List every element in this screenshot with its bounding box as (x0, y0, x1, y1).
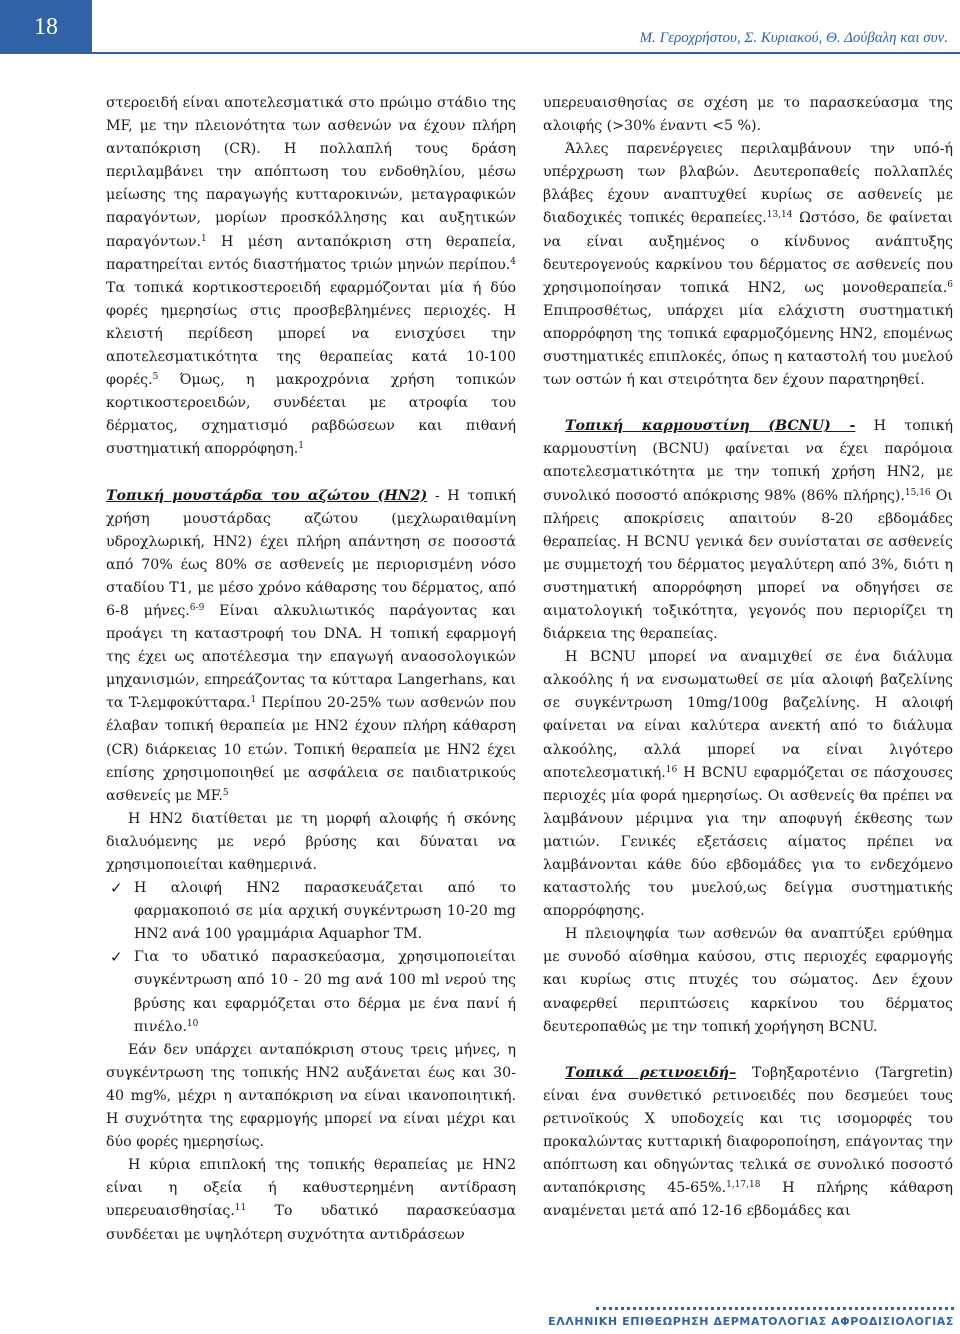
paragraph-retinoids (543, 1062, 953, 1224)
citation: 10 (186, 1018, 199, 1029)
check-icon: ✓ (110, 879, 123, 898)
page-number: 18 (0, 0, 92, 54)
check-icon: ✓ (110, 948, 123, 967)
citation: 1 (250, 695, 257, 706)
running-header-authors: Μ. Γεροχρήστου, Σ. Κυριακού, Θ. Δούβαλη και συν. (639, 30, 948, 46)
check-list-item (106, 946, 516, 1038)
text: Η κύρια επιπλοκή της τοπικής θεραπείας με HN2 είναι η οξεία ή καθυστερημένη αντίδραση υπερευαισθησίας. (106, 1157, 516, 1220)
text: Είναι αλκυλιωτικός παράγοντας και προάγει τη καταστροφή του DNA. Η τοπική εφαρμογή της έχει ως αποτέλεσμα την επαγωγή αναοσολογικών μηχανισμών, επηρεάζοντας τα κύτταρα Langerhans, και τα T-λεμφοκύτταρα. (106, 602, 516, 712)
text: Για το υδατικό παρασκεύασμα, χρησιμοποιείται συγκέντρωση από 10 - 20 mg ανά 100 ml νερού της βρύσης και εφαρμόζεται στο δέρμα με ένα πανί ή πινέλο. (134, 949, 516, 1035)
citation: 11 (234, 1203, 247, 1214)
right-column (543, 92, 953, 1223)
citation: 15,16 (904, 487, 931, 498)
left-column (106, 92, 516, 1247)
footer-dotted-rule (596, 1307, 954, 1310)
citation: 1 (298, 441, 304, 452)
citation: 1 (201, 233, 207, 244)
text: Τοβηξαρoτένιο (Targretin) είναι ένα συνθετικό ρετινοειδές που δεσμεύει τους ρετινοϊκούς X υποδοχείς και τις ισομορφές του προκαλώντας κυτταρική διαφοροποίηση, επάγοντας την απόπτωση και οδηγώντας τελικά σε συνολικό ποσοστό ανταπόκρισης 45-65%. (543, 1064, 953, 1197)
citation: 16 (665, 764, 678, 775)
text: - Η τοπική χρήση μουστάρδας αζώτου (μεχλωραιθαμίνη υδροχλωρική, HN2) έχει πλήρη απάντηση σε ποσοστά από 70% έως 80% σε ασθενείς με περιορισμένη νόσο σταδίου T1, με μέσο χρόνο κάθαρσης του δέρματος, από 6-8 μήνες. (106, 487, 516, 619)
paragraph-hn2-dosage: Εάν δεν υπάρχει ανταπόκριση στους τρεις μήνες, η συγκέντρωση της τοπικής HN2 αυξάνεται έως και 30-40 mg%, μέχρι η ανταπόκριση να είναι ικανοποιητική. Η συχνότητα της εφαρμογής μπορεί να είναι μέχρι και δύο φορές ημερησίως. (106, 1041, 516, 1151)
paragraph-hn2-complications (106, 1154, 516, 1246)
text: Περίπου 20-25% των ασθενών που έλαβαν τοπική θεραπεία με HN2 έχουν πλήρη κάθαρση (CR) διάρκειας 10 ετών. Τοπική θεραπεία με HN2 έχει επίσης χρησιμοποιηθεί με ασφάλεια σε παιδιατρικούς ασθενείς με MF. (106, 695, 517, 804)
check-list-item (106, 877, 516, 946)
header-rule (92, 52, 960, 54)
citation: 5 (152, 372, 159, 383)
citation: 6 (947, 279, 953, 290)
section-heading-retinoids: Τοπικά ρετινοειδή– (565, 1064, 737, 1081)
text: Η πλήρης κάθαρση αναμένεται μετά από 12-16 εβδομάδες και (543, 1180, 953, 1220)
paragraph-hypersensitivity: υπερευαισθησίας σε σχέση με το παρασκεύασμα της αλοιφής (>30% έναντι <5 %). (543, 95, 953, 135)
section-heading-bcnu: Τοπική καρμουστίνη (BCNU) - (565, 418, 856, 435)
text: Όμως, η μακροχρόνια χρήση τοπικών κορτικοστεροειδών, συνδέεται με ατροφία του δέρματος, σχηματισμό ραβδώσεων και πιθανή συστηματική απορρόφηση. (106, 372, 516, 458)
paragraph-bcnu (543, 415, 953, 646)
text: Τα τοπικά κορτικοστεροειδή εφαρμόζονται μία ή δύο φορές ημερησίως στις προσβεβλημένες περιοχές. Η κλειστή περίδεση μπορεί να ενισχύσει την αποτελεσματικότητα της θεραπείας κατά 10-100 φορές. (106, 279, 516, 389)
paragraph-hn2 (106, 485, 516, 808)
text: Άλλες παρενέργειες περιλαμβάνουν την υπό-ή υπέρχρωση των βλαβών. Δευτεροπαθείς πολλαπλές βλάβες έχουν αναπτυχθεί κυρίως σε ασθενείς με διαδοχικές τοπικές θεραπείες. (543, 141, 953, 227)
journal-footer: ΕΛΛΗΝΙΚΗ ΕΠΙΘΕΩΡΗΣΗ ΔΕΡΜΑΤΟΛΟΓΙΑΣ ΑΦΡΟΔΙΣΙΟΛΟΓΙΑΣ (548, 1315, 954, 1328)
citation: 4 (510, 256, 516, 267)
text: Ωστόσο, δε φαίνεται να είναι αυξημένος ο κίνδυνος ανάπτυξης δευτερογενούς καρκίνου του δέρματος σε ασθενείς που χρησιμοποίησαν τοπικά HN2, ως μονοθεραπεία. (543, 210, 953, 296)
citation: 13,14 (766, 210, 793, 221)
citation: 5 (222, 787, 229, 798)
paragraph-bcnu-preparation (543, 646, 953, 923)
text: Η τοπική καρμουστίνη (BCNU) φαίνεται να έχει παρόμοια αποτελεσματικότητα με την τοπική χρήση HN2, με συνολικό ποσοστό απόκρισης 98% (86% πλήρης). (543, 418, 953, 504)
text: στεροειδή είναι αποτελεσματικά στο πρώιμο στάδιο της MF, με την πλειονότητα των ασθενών να έχουν πλήρη ανταπόκριση (CR). Η πολλαπλή τους δράση περιλαμβάνει την απόπτωση του ενδοθηλίου, μέσω μείωσης της παραγωγής κυτταροκινών, μεταγραφικών παραγόντων, μορίων προσκόλλησης και αυξητικών παραγόντων. (106, 95, 516, 250)
text: Η BCNU μπορεί να αναμιχθεί σε ένα διάλυμα αλκοόλης ή να ενσωματωθεί σε μία αλοιφή βαζελίνης σε συγκέντρωση 10mg/100g βαζελίνης. Η αλοιφή φαίνεται να είναι καλύτερα ανεκτή από το διάλυμα αλκοόλης, αλλά μπορεί να είναι λιγότερο αποτελεσματική. (543, 649, 953, 781)
citation: 6-9 (189, 602, 205, 613)
section-heading-hn2: Τοπική μουστάρδα του αζώτου (HN2) (106, 487, 428, 504)
text: Οι πλήρεις αποκρίσεις απαιτούν 8-20 εβδομάδες θεραπείας. Η BCNU γενικά δεν συνίσταται σε ασθενείς με συμμετοχή του δέρματος μεγαλύτερη από 3%, διότι η συστηματική απορρόφηση μπορεί να οδηγήσει σε αιματολογική τοξικότητα, γεγονός που περιορίζει τη διάρκεια της θεραπείας. (543, 487, 953, 643)
paragraph-hn2-forms: Η HN2 διατίθεται με τη μορφή αλοιφής ή σκόνης διαλυόμενης με νερό βρύσης και δύναται να χρησιμοποιείται καθημερινά. (106, 810, 516, 873)
text: Η BCNU εφαρμόζεται σε πάσχουσες περιοχές μία φορά ημερησίως. Οι ασθενείς θα πρέπει να λαμβάνουν μέριμνα για την αποφυγή έκθεσης των ματιών. Γενικές εξετάσεις αίματος πρέπει να λαμβάνονται κάθε δύο εβδομάδες για το ενδεχόμενο καταστολής του μυελού,ως δείγμα συστηματικής απορρόφησης. (543, 764, 953, 920)
text: Η αλοιφή HN2 παρασκευάζεται από το φαρμακοποιό σε μία αρχική συγκέντρωση 10-20 mg HN2 ανά 100 γραμμάρια Aquaphor TM. (134, 880, 516, 943)
text: Το υδατικό παρασκεύασμα συνδέεται με υψηλότερη συχνότητα αντιδράσεων (106, 1203, 516, 1243)
paragraph-bcnu-erythema: Η πλειοψηφία των ασθενών θα αναπτύξει ερύθημα με συνοδό αίσθημα καύσου, στις περιοχές εφαρμογής και κυρίως στις πτυχές του σώματος. Δεν έχουν αναφερθεί περιπτώσεις καρκίνου του δέρματος δευτεροπαθώς με την τοπική χορήγηση BCNU. (543, 926, 953, 1035)
citation: 1,17,18 (726, 1180, 761, 1191)
text: Η μέση ανταπόκριση στη θεραπεία, παρατηρείται εντός διαστήματος τριών μηνών περίπου. (106, 233, 516, 273)
paragraph-corticosteroids (106, 92, 516, 462)
paragraph-side-effects (543, 138, 953, 392)
text: Επιπροσθέτως, υπάρχει μία ελάχιστη συστηματική απορρόφηση της τοπικά εφαρμοζόμενης HN2, επομένως συστηματικές επιπλοκές, όπως η καταστολή του μυελού των οστών ή και στειρότητα δεν έχουν παρατηρηθεί. (543, 302, 953, 389)
